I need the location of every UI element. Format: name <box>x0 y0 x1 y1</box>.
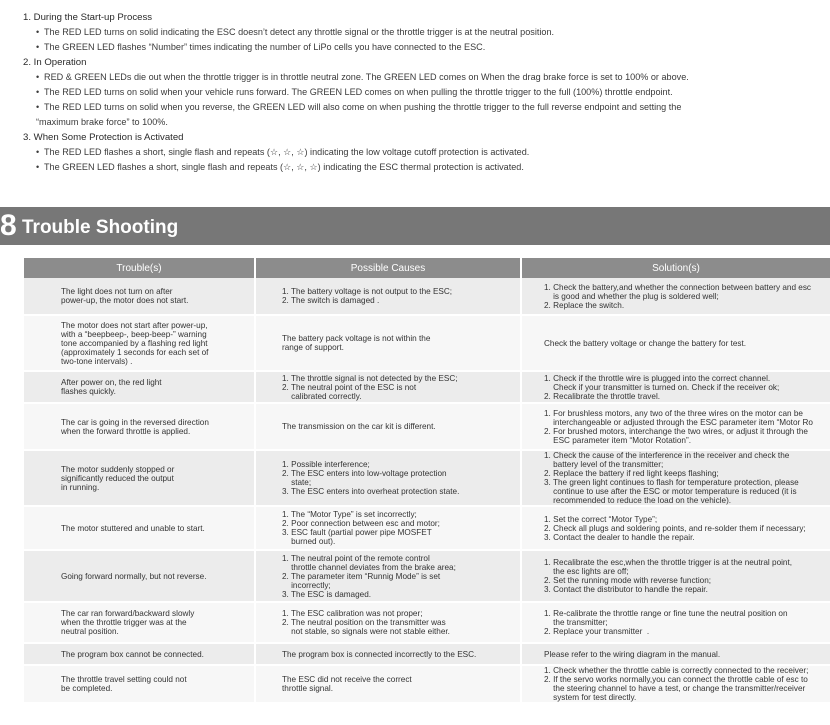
cell-line: After power on, the red light <box>61 378 162 387</box>
cell-line: 1. Set the correct “Motor Type”; <box>544 514 658 524</box>
cell-line: interchangeable or adjusted through the ESC parameter item “Motor Ro <box>544 417 813 427</box>
cell-line: 2. The ESC enters into low-voltage protection <box>282 469 447 478</box>
cell-line: significantly reduced the output <box>61 473 174 483</box>
cell-line: The motor suddenly stopped or <box>61 464 175 474</box>
cell-line: 3. ESC fault (partial power pipe MOSFET <box>282 528 432 537</box>
cell-line: Check the battery voltage or change the battery for test. <box>544 338 747 348</box>
solutions-cell <box>520 549 830 601</box>
cell-line: 1. The neutral point of the remote control <box>282 553 430 563</box>
cell-line: 1. Check if the throttle wire is plugged into the correct channel. <box>544 373 771 383</box>
cell-line: 1. Check the battery,and whether the connection between battery and esc <box>544 282 812 292</box>
table-row <box>24 314 830 370</box>
table-row <box>24 449 830 505</box>
cell-line: 2. Check all plugs and soldering points, and re-solder them if necessary; <box>544 523 806 533</box>
cell-line: 1. The ESC calibration was not proper; <box>282 609 423 618</box>
table-row <box>24 664 830 702</box>
table-row <box>24 505 830 549</box>
cell-line: the esc lights are off; <box>544 567 629 576</box>
cell-line: 2. The neutral point of the ESC is not <box>282 382 417 392</box>
cell-line: burned out). <box>282 537 336 546</box>
cell-line: 2. Replace your transmitter . <box>544 627 650 636</box>
cell-line: the steering channel to have a test, or change the transmitter/receiver <box>544 684 806 693</box>
trouble-cell <box>24 449 254 505</box>
cell-line: the transmitter; <box>544 618 608 627</box>
cell-line: The transmission on the car kit is different. <box>282 422 436 431</box>
section-title: Trouble Shooting <box>22 217 179 238</box>
cell-line: with a “beepbeep-, beep-beep-” warning <box>61 329 207 339</box>
cell-line: 3. The green light continues to flash for temperature protection, please <box>544 478 799 487</box>
cell-line: be completed. <box>61 684 113 693</box>
cell-line: 3. Contact the distributor to handle the repair. <box>544 585 708 594</box>
led-bullet: • The RED LED flashes a short, single flash and repeats (☆, ☆, ☆) indicating the low voltage cutoff protection is activated. <box>36 147 530 157</box>
header-solutions: Solution(s) <box>520 258 830 278</box>
cell-line: The ESC did not receive the correct <box>282 675 412 684</box>
trouble-cell <box>24 370 254 402</box>
cell-line: 2. Replace the battery if red light keeps flashing; <box>544 469 719 478</box>
table-row <box>24 549 830 601</box>
cell-line: 2. Recalibrate the throttle travel. <box>544 391 661 401</box>
trouble-cell <box>24 314 254 370</box>
led-bullet: • The RED LED turns on solid indicating the ESC doesn’t detect any throttle signal or the throttle trigger is at the neutral position. <box>36 27 555 37</box>
led-bullet: • The RED LED turns on solid when you reverse, the GREEN LED will also come on when pushing the throttle trigger to the full reverse endpoint and setting the <box>36 102 682 112</box>
cell-line: (approximately 1 seconds for each set of <box>61 347 209 357</box>
cell-line: state; <box>282 478 312 487</box>
cell-line: 2. The parameter item “Runnig Mode” is set <box>282 571 441 581</box>
solutions-cell <box>520 664 830 702</box>
cell-line: 1. Recalibrate the esc,when the throttle trigger is at the neutral point, <box>544 558 793 567</box>
cell-line: recommended to reduce the load on the vehicle). <box>544 496 732 505</box>
cell-line: 2. The switch is damaged . <box>282 296 380 305</box>
led-bullet: • RED & GREEN LEDs die out when the throttle trigger is in throttle neutral zone. The GREEN LED comes on When the drag brake force is set to 100% or above. <box>36 72 689 82</box>
causes-cell <box>254 370 520 402</box>
cell-line: 1. Possible interference; <box>282 460 370 469</box>
cell-line: throttle channel deviates from the brake area; <box>282 562 456 572</box>
cell-line: system for test directly. <box>544 693 637 702</box>
cell-line: 3. Contact the dealer to handle the repair. <box>544 532 695 542</box>
trouble-cell <box>24 278 254 314</box>
cell-line: power-up, the motor does not start. <box>61 296 189 305</box>
causes-cell <box>254 449 520 505</box>
cell-line: 1. The battery voltage is not output to the ESC; <box>282 287 453 296</box>
trouble-cell <box>24 664 254 702</box>
causes-cell <box>254 402 520 449</box>
table-header-row <box>24 258 830 278</box>
cell-line: calibrated correctly. <box>282 391 362 401</box>
cell-line: when the throttle trigger was at the <box>61 618 187 627</box>
cell-line: when the forward throttle is applied. <box>61 426 191 436</box>
cell-line: The battery pack voltage is not within the <box>282 334 431 343</box>
cell-line: range of support. <box>282 343 344 352</box>
cell-line: tone accompanied by a flashing red light <box>61 338 208 348</box>
cell-line: neutral position. <box>61 627 119 636</box>
cell-line: 1. The throttle signal is not detected by the ESC; <box>282 373 458 383</box>
cell-line: 2. The neutral position on the transmitter was <box>282 618 446 627</box>
cell-line: 2. For brushed motors, interchange the two wires, or adjust it through the <box>544 426 808 436</box>
cell-line: continue to use after the ESC or motor temperature is reduced (it is <box>544 487 797 496</box>
trouble-cell <box>24 505 254 549</box>
causes-cell <box>254 642 520 664</box>
cell-line: 1. For brushless motors, any two of the three wires on the motor can be <box>544 408 803 418</box>
cell-line: The throttle travel setting could not <box>61 675 187 684</box>
cell-line: The motor stuttered and unable to start. <box>61 523 205 533</box>
cell-line: is good and whether the plug is soldered well; <box>544 291 719 301</box>
cell-line: The motor does not start after power-up, <box>61 320 208 330</box>
cell-line: 2. Poor connection between esc and motor; <box>282 519 440 528</box>
causes-cell <box>254 278 520 314</box>
cell-line: 3. The ESC enters into overheat protection state. <box>282 487 460 496</box>
cell-line: The program box is connected incorrectly to the ESC. <box>282 649 477 659</box>
trouble-cell <box>24 642 254 664</box>
led-bullet: • The GREEN LED flashes a short, single flash and repeats (☆, ☆, ☆) indicating the ESC thermal protection is activated. <box>36 162 524 172</box>
cell-line: 1. Check the cause of the interference in the receiver and check the <box>544 451 790 460</box>
cell-line: not stable, so signals were not stable either. <box>282 627 450 636</box>
table-row <box>24 402 830 449</box>
cell-line: 1. The “Motor Type” is set incorrectly; <box>282 510 417 519</box>
cell-line: The car ran forward/backward slowly <box>61 609 195 618</box>
solutions-cell <box>520 642 830 664</box>
solutions-cell <box>520 402 830 449</box>
section-banner <box>0 207 830 245</box>
cell-line: 2. Set the running mode with reverse function; <box>544 576 712 585</box>
cell-line: Going forward normally, but not reverse. <box>61 571 207 581</box>
causes-cell <box>254 601 520 642</box>
table-row <box>24 370 830 402</box>
cell-line: The program box cannot be connected. <box>61 649 204 659</box>
cell-line: in running. <box>61 482 100 492</box>
cell-line: throttle signal. <box>282 684 333 693</box>
cell-line: ESC parameter item “Motor Rotation”. <box>544 435 691 445</box>
table-row <box>24 278 830 314</box>
cell-line: 1. Re-calibrate the throttle range or fine tune the neutral position on <box>544 609 788 618</box>
led-heading: 3. When Some Protection is Activated <box>23 132 184 143</box>
cell-line: 3. The ESC is damaged. <box>282 589 372 599</box>
cell-line: incorrectly; <box>282 580 331 590</box>
cell-line: 1. Check whether the throttle cable is correctly connected to the receiver; <box>544 666 809 675</box>
cell-line: The light does not turn on after <box>61 287 173 296</box>
led-heading: 1. During the Start-up Process <box>23 12 153 23</box>
cell-line: Please refer to the wiring diagram in the manual. <box>544 649 721 659</box>
causes-cell <box>254 549 520 601</box>
trouble-cell <box>24 402 254 449</box>
led-bullet: • The GREEN LED flashes “Number” times indicating the number of LiPo cells you have connected to the ESC. <box>36 42 486 52</box>
cell-line: Check if your transmitter is turned on. Check if the receiver ok; <box>544 382 780 392</box>
table-row <box>24 642 830 664</box>
led-bullet: • The RED LED turns on solid when your vehicle runs forward. The GREEN LED comes on when pulling the throttle trigger to the full (100%) throttle endpoint. <box>36 87 673 97</box>
header-causes: Possible Causes <box>254 258 520 278</box>
causes-cell <box>254 505 520 549</box>
header-troubles: Trouble(s) <box>24 258 254 278</box>
led-bullet-continuation: “maximum brake force” to 100%. <box>36 117 168 127</box>
cell-line: battery level of the transmitter; <box>544 460 664 469</box>
cell-line: 2. Replace the switch. <box>544 300 625 310</box>
cell-line: The car is going in the reversed direction <box>61 417 209 427</box>
causes-cell <box>254 664 520 702</box>
solutions-cell <box>520 314 830 370</box>
solutions-cell <box>520 278 830 314</box>
solutions-cell <box>520 601 830 642</box>
cell-line: flashes quickly. <box>61 387 116 396</box>
causes-cell <box>254 314 520 370</box>
trouble-cell <box>24 601 254 642</box>
cell-line: two-tone intervals) . <box>61 356 133 366</box>
solutions-cell <box>520 449 830 505</box>
trouble-cell <box>24 549 254 601</box>
table-row <box>24 601 830 642</box>
trouble-shooting-table <box>24 258 830 702</box>
solutions-cell <box>520 370 830 402</box>
solutions-cell <box>520 505 830 549</box>
led-heading: 2. In Operation <box>23 57 87 68</box>
cell-line: 2. If the servo works normally,you can connect the throttle cable of esc to <box>544 675 808 684</box>
section-number: 8 <box>0 209 17 242</box>
